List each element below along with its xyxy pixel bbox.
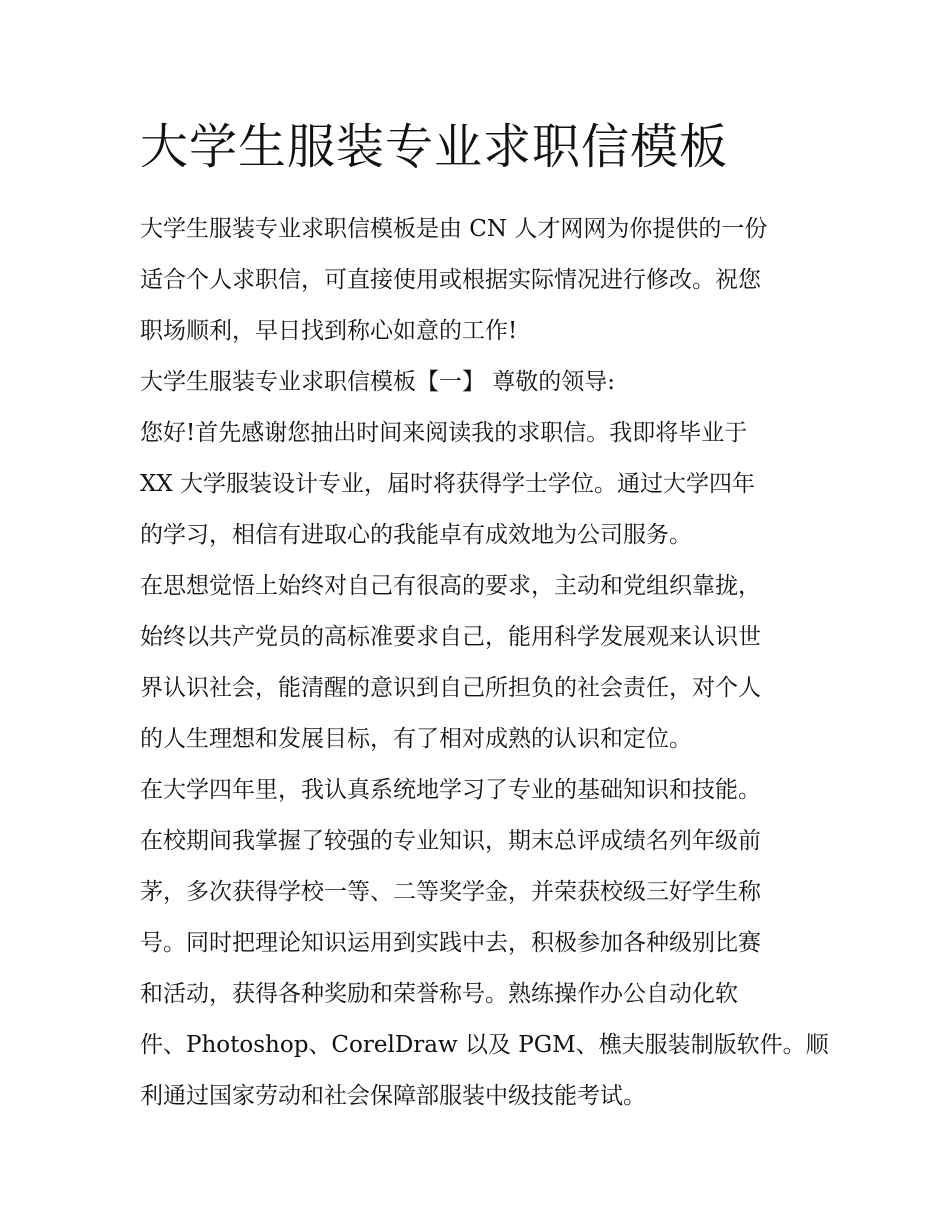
document-title: 大学生服装专业求职信模板 — [140, 119, 729, 175]
text-line: 号。同时把理论知识运用到实践中去，积极参加各种级别比赛 — [140, 930, 761, 956]
letter-heading-paragraph — [140, 357, 812, 408]
text-line: 始终以共产党员的高标准要求自己，能用科学发展观来认识世 — [140, 624, 761, 650]
document-body — [140, 204, 829, 1122]
text-line: 界认识社会，能清醒的意识到自己所担负的社会责任，对个人 — [140, 675, 761, 701]
text-line: 在校期间我掌握了较强的专业知识，期末总评成绩名列年级前 — [140, 828, 761, 854]
text-line: 在思想觉悟上始终对自己有很高的要求，主动和党组织靠拢， — [140, 573, 761, 599]
text-line: 件、Photoshop、CorelDraw 以及 PGM、樵夫服装制版软件。顺 — [140, 1032, 829, 1058]
text-line: 大学生服装专业求职信模板【一】 尊敬的领导: — [140, 369, 616, 395]
text-line: 职场顺利，早日找到称心如意的工作! — [140, 318, 518, 344]
document-page — [140, 116, 829, 1122]
text-line: 的学习，相信有进取心的我能卓有成效地为公司服务。 — [140, 522, 692, 548]
text-line: 大学生服装专业求职信模板是由 CN 人才网网为你提供的一份 — [140, 216, 768, 242]
text-line: 您好!首先感谢您抽出时间来阅读我的求职信。我即将毕业于 — [140, 420, 748, 446]
text-line: 和活动，获得各种奖励和荣誉称号。熟练操作办公自动化软 — [140, 981, 738, 1007]
text-line: 适合个人求职信，可直接使用或根据实际情况进行修改。祝您 — [140, 267, 761, 293]
ideology-paragraph — [140, 561, 812, 765]
study-paragraph — [140, 765, 829, 1122]
greeting-paragraph — [140, 408, 812, 561]
text-line: 茅，多次获得学校一等、二等奖学金，并荣获校级三好学生称 — [140, 879, 761, 905]
text-line: XX 大学服装设计专业，届时将获得学士学位。通过大学四年 — [140, 471, 756, 497]
text-line: 的人生理想和发展目标，有了相对成熟的认识和定位。 — [140, 726, 692, 752]
intro-paragraph — [140, 204, 812, 357]
text-line: 利通过国家劳动和社会保障部服装中级技能考试。 — [140, 1083, 646, 1109]
text-line: 在大学四年里，我认真系统地学习了专业的基础知识和技能。 — [140, 777, 761, 803]
